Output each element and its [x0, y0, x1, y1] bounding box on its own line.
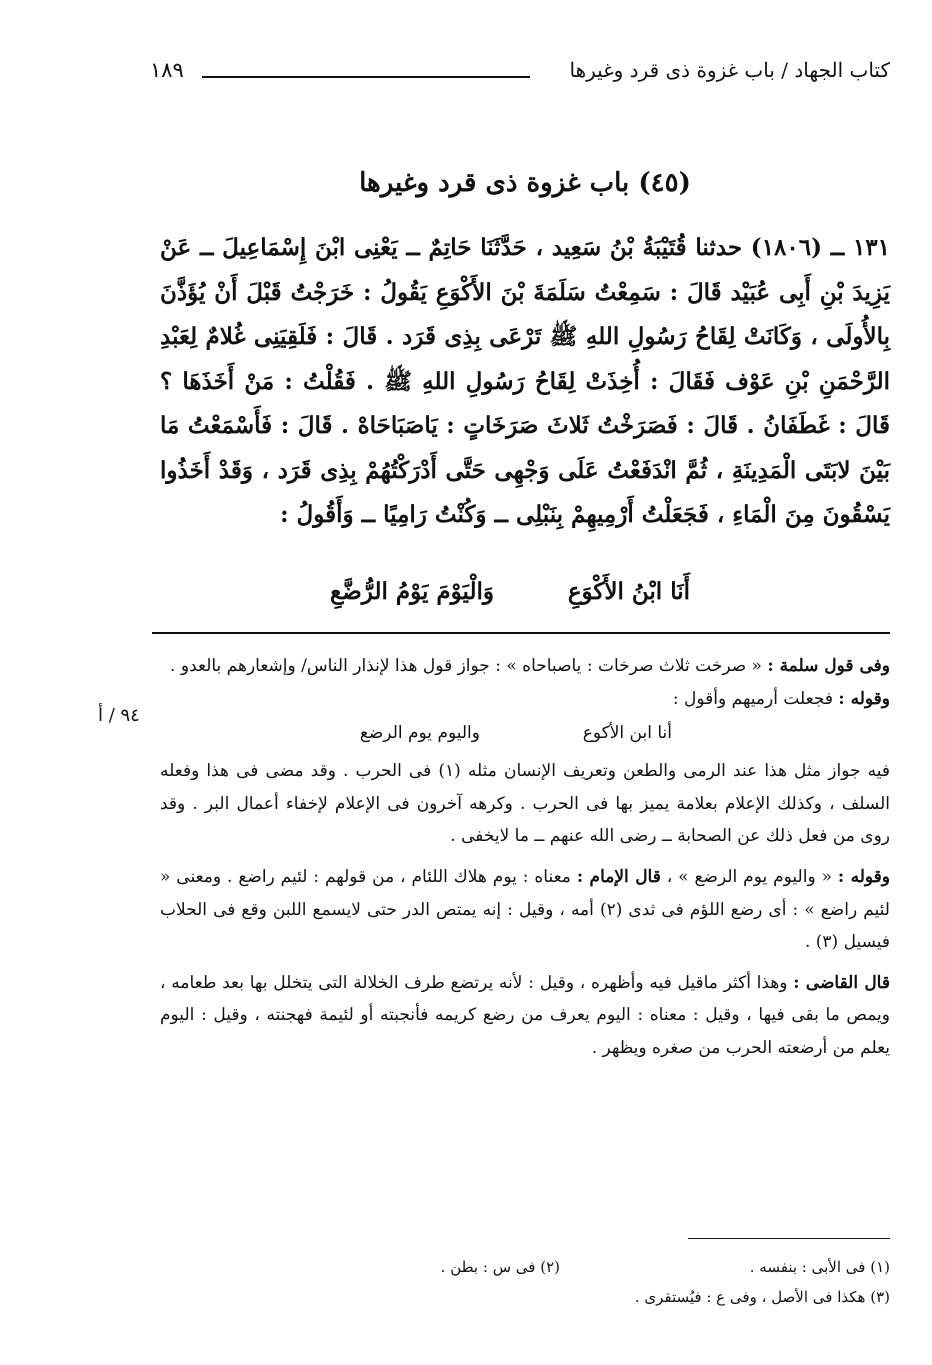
running-header	[150, 56, 890, 90]
commentary-paragraph	[160, 967, 890, 1065]
commentary-label: قال القاضى :	[793, 972, 890, 993]
manuscript-folio-mark: ٩٤ / أ	[98, 705, 140, 726]
commentary-text: فجعلت أرميهم وأقول :	[672, 688, 833, 709]
commentary-text: « صرخت ثلاث صرخات : ياصباحاه » : جواز قول هذا لإنذار الناس/ وإشعارهم بالعدو .	[170, 656, 762, 676]
commentary-verse	[160, 717, 890, 751]
commentary-text: « واليوم يوم الرضع » ،	[666, 866, 832, 887]
hadith-text: ١٣١ ــ (١٨٠٦) حدثنا قُتَيْبَةُ بْنُ سَعِيد ، حَدَّثَنَا حَاتِمٌ ــ يَعْنِى ابْنَ إِسْمَاعِيلَ ــ عَنْ يَزِيدَ بْنِ أَبِى عُبَيْد قَالَ : سَمِعْتُ سَلَمَةَ بْنَ الأَكْوَعِ يَقُولُ : خَرَجْتُ قَبْلَ أَنْ يُؤَذَّنَ بِالأُولَى ، وَكَانَتْ لِقَاحُ رَسُولِ اللهِ ﷺ تَرْعَى بِذِى قَرَد . قَالَ : فَلَقِيَنِى غُلامٌ لِعَبْدِ الرَّحْمَنِ بْنِ عَوْف فَقَالَ : أُخِذَتْ لِقَاحُ رَسُولِ اللهِ ﷺ . فَقُلْتُ : مَنْ أَخَذَهَا ؟ قَالَ : غَطَفَانُ . قَالَ : فَصَرَخْتُ ثَلاثَ صَرَخَاتٍ : يَاصَبَاحَاهْ . قَالَ : فَأَسْمَعْتُ مَا بَيْنَ لابَتَى الْمَدِينَةِ ، ثُمَّ انْدَفَعْتُ عَلَى وَجْهِى حَتَّى أَدْرَكْتُهُمْ بِذِى قَرَد ، وَقَدْ أَخَذُوا يَسْقُونَ مِنَ الْمَاءِ ، فَجَعَلْتُ أَرْمِيهِمْ بِنَبْلِى ــ وَكُنْتُ رَامِيًا ــ وَأَقُولُ :	[160, 234, 891, 528]
commentary-text: وهذا أكثر ماقيل فيه وأظهره ، وقيل : لأنه يرتضع طرف الخلالة التى يتخلل بها بعد طعامه ، ويمص ما بقى فيها ، وقيل : معناه : اليوم يعرف من رضع كريمه فأنجبته أو لئيمة فهجنته ، وقيل : اليوم يعلم من أرضعته الحرب من صغره ويظهر .	[160, 972, 890, 1058]
commentary-verse-first-hemistich: أنا ابن الأكوع	[582, 723, 672, 744]
footnote: (٣) هكذا فى الأصل ، وفى ع : فيُستقرى .	[634, 1288, 890, 1306]
running-header-title: كتاب الجهاد / باب غزوة ذى قرد وغيرها	[569, 58, 890, 82]
header-rule	[202, 76, 530, 78]
commentary	[160, 650, 890, 1065]
commentary-label: وفى قول سلمة :	[767, 656, 890, 676]
footnote: (١) فى الأبى : بنفسه .	[749, 1258, 890, 1276]
chapter-title: (٤٥) باب غزوة ذى قرد وغيرها	[359, 168, 691, 198]
footnote-rule	[688, 1238, 890, 1239]
commentary-paragraph	[160, 861, 890, 959]
hadith-verse-first-hemistich: أَنَا ابْنُ الأَكْوَعِ	[567, 578, 690, 605]
commentary-label: قال الإمام :	[576, 866, 661, 887]
section-divider	[152, 632, 890, 634]
commentary-verse-second-hemistich: واليوم يوم الرضع	[359, 723, 480, 744]
commentary-paragraph	[160, 683, 890, 716]
commentary-label: وقوله :	[837, 866, 891, 887]
commentary-paragraph	[160, 755, 890, 853]
commentary-text: معناه : يوم هلاك اللئام ، من قولهم : لئيم راضع . ومعنى « لئيم راضع » : أى رضع اللؤم فى ثدى (٢) أمه ، وقيل : إنه يمتص الدر حتى لايسمع اللبن وقع فى الحلاب فيسيل (٣) .	[160, 866, 890, 953]
hadith-verse	[330, 578, 690, 618]
footnote: (٢) فى س : بطن .	[440, 1258, 560, 1276]
page-number: ١٨٩	[150, 58, 184, 82]
commentary-text: فيه جواز مثل هذا عند الرمى والطعن وتعريف الإنسان مثله (١) فى الحرب . وقد مضى فى هذا وفعله السلف ، وكذلك الإعلام بعلامة يميز بها فى الحرب . وكرهه آخرون فى الإعلام لإخفاء أعمال البر . وقد روى من فعل ذلك عن الصحابة ــ رضى الله عنهم ــ ما لايخفى .	[160, 761, 890, 847]
hadith-verse-second-hemistich: وَالْيَوْمَ يَوْمُ الرُّضَّعِ	[330, 578, 494, 605]
footnotes	[160, 1252, 890, 1312]
commentary-label: وقوله :	[838, 688, 890, 709]
commentary-paragraph	[160, 650, 890, 683]
